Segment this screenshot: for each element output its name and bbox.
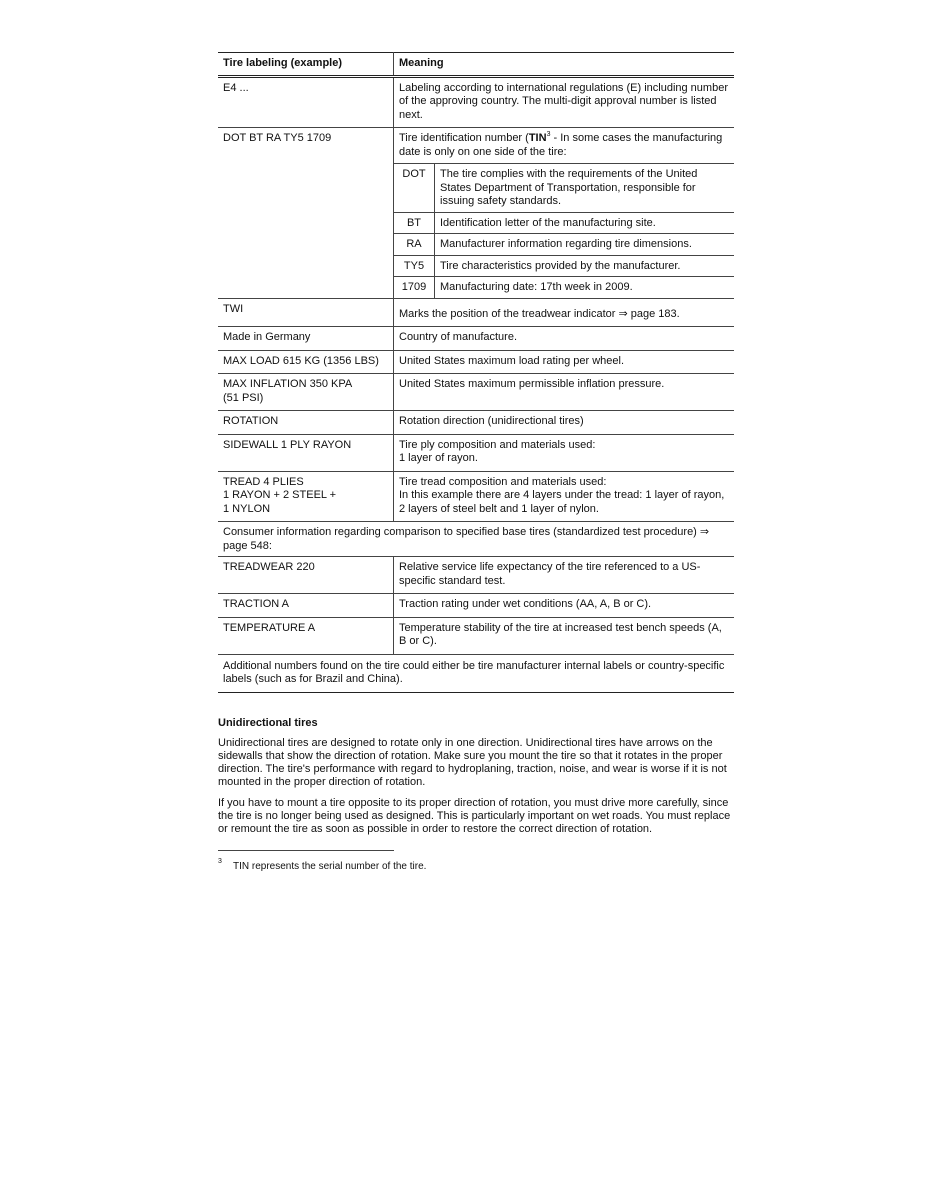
label-cell: TWI xyxy=(218,298,394,327)
document-page xyxy=(218,52,734,872)
dot-code-table xyxy=(394,163,734,298)
meaning-cell: Tire ply composition and materials used: 1 layer of rayon. xyxy=(399,438,596,464)
header-meaning: Meaning xyxy=(399,57,444,69)
label-cell: TREADWEAR 220 xyxy=(218,557,394,594)
table-row xyxy=(218,298,734,327)
code-row xyxy=(394,164,734,213)
tin-text-post: - In some cases the manufacturing date is only on one side of the tire: xyxy=(399,132,723,158)
meaning-cell: Marks the position of the treadwear indicator ⇒ page 183. xyxy=(399,307,680,320)
label-cell: SIDEWALL 1 PLY RAYON xyxy=(218,434,394,471)
code-row xyxy=(394,277,734,298)
label-cell: DOT BT RA TY5 1709 xyxy=(218,128,394,299)
header-tire-labeling: Tire labeling (example) xyxy=(218,53,394,77)
footnote-ref[interactable]: 3 xyxy=(546,131,551,138)
table-row xyxy=(218,411,734,435)
table-header-row xyxy=(218,53,734,77)
meaning-cell: Tire tread composition and materials used: In this example there are 4 layers under the tread: 1 layer of rayon, 2 layers of steel belt and 1 layer of nylon. xyxy=(399,475,725,515)
consumer-info-cell xyxy=(218,522,734,557)
table-row xyxy=(218,434,734,471)
footnote-mark: 3 xyxy=(218,857,222,865)
paragraph: If you have to mount a tire opposite to its proper direction of rotation, you must drive more carefully, since the tire is no longer being used as designed. This is particularly important on wet roads. You must replace or remount the tire as soon as possible in order to restore the correct direction of rotation. xyxy=(218,796,731,835)
label-cell: ROTATION xyxy=(218,411,394,435)
code-meaning: Manufacturer information regarding tire dimensions. xyxy=(440,238,692,250)
code-cell: TY5 xyxy=(394,255,435,277)
code-meaning: Identification letter of the manufacturing site. xyxy=(440,216,656,229)
label-cell: MAX LOAD 615 KG (1356 LBS) xyxy=(218,350,394,374)
code-row xyxy=(394,234,734,256)
meaning-cell: United States maximum load rating per wheel. xyxy=(399,354,624,367)
table-row xyxy=(218,594,734,618)
page-link[interactable]: ⇒ page 548: xyxy=(223,526,710,552)
section-heading: Unidirectional tires xyxy=(218,716,318,729)
label-cell: TREAD 4 PLIES 1 RAYON + 2 STEEL + 1 NYLON xyxy=(218,471,394,522)
tin-text-pre: Tire identification number ( xyxy=(399,132,529,144)
meaning-cell: Relative service life expectancy of the tire referenced to a US-specific standard test. xyxy=(399,561,701,587)
additional-note-row xyxy=(218,654,734,692)
meaning-cell: Rotation direction (unidirectional tires) xyxy=(399,415,584,427)
table-row xyxy=(218,471,734,522)
meaning-cell: Traction rating under wet conditions (AA, A, B or C). xyxy=(399,598,652,610)
code-cell: DOT xyxy=(394,164,435,213)
footnote xyxy=(218,857,734,872)
meaning-cell xyxy=(394,128,735,299)
meaning-cell: Country of manufacture. xyxy=(399,331,518,343)
code-row xyxy=(394,255,734,277)
table-row xyxy=(218,327,734,351)
additional-note: Additional numbers found on the tire could either be tire manufacturer internal labels or country-specific labels (such as for Brazil and China). xyxy=(218,654,734,692)
tire-labeling-table xyxy=(218,52,734,693)
code-cell: 1709 xyxy=(394,277,435,298)
meaning-cell: Temperature stability of the tire at increased test bench speeds (A, B or C). xyxy=(399,621,722,647)
code-meaning: The tire complies with the requirements of the United States Department of Transportation, responsible for issuing safety standards. xyxy=(440,168,698,207)
code-meaning: Tire characteristics provided by the manufacturer. xyxy=(440,259,681,272)
table-row xyxy=(218,617,734,654)
label-cell: MAX INFLATION 350 KPA (51 PSI) xyxy=(218,374,394,411)
consumer-info-row xyxy=(218,522,734,557)
footnote-text: TIN represents the serial number of the tire. xyxy=(233,860,427,872)
label-cell: E4 ... xyxy=(218,76,394,128)
dot-row xyxy=(218,128,734,299)
footnote-divider xyxy=(218,850,394,851)
table-row xyxy=(218,76,734,128)
code-row xyxy=(394,212,734,234)
consumer-info-heading: Consumer information regarding comparison to specified base tires (standardized test procedure) xyxy=(223,526,697,538)
code-cell: RA xyxy=(394,234,435,256)
table-row xyxy=(218,374,734,411)
meaning-cell: Labeling according to international regulations (E) including number of the approving country. The multi-digit approval number is listed next. xyxy=(399,81,728,121)
code-meaning: Manufacturing date: 17th week in 2009. xyxy=(440,281,633,293)
table-row xyxy=(218,350,734,374)
label-cell: Made in Germany xyxy=(218,327,394,351)
paragraph: Unidirectional tires are designed to rotate only in one direction. Unidirectional tires have arrows on the sidewalls that show the direction of rotation. Make sure you mount the tire so that it rotates in the proper direction. The tire's performance with regard to hydroplaning, traction, noise, and wear is worse if it is not mounted in the proper direction of rotation. xyxy=(218,736,727,788)
code-cell: BT xyxy=(394,212,435,234)
tin-abbrev: TIN xyxy=(528,132,547,144)
label-cell: TEMPERATURE A xyxy=(218,617,394,654)
table-row xyxy=(218,557,734,594)
tin-description xyxy=(394,132,734,159)
label-cell: TRACTION A xyxy=(218,594,394,618)
meaning-cell: United States maximum permissible inflation pressure. xyxy=(399,378,665,390)
